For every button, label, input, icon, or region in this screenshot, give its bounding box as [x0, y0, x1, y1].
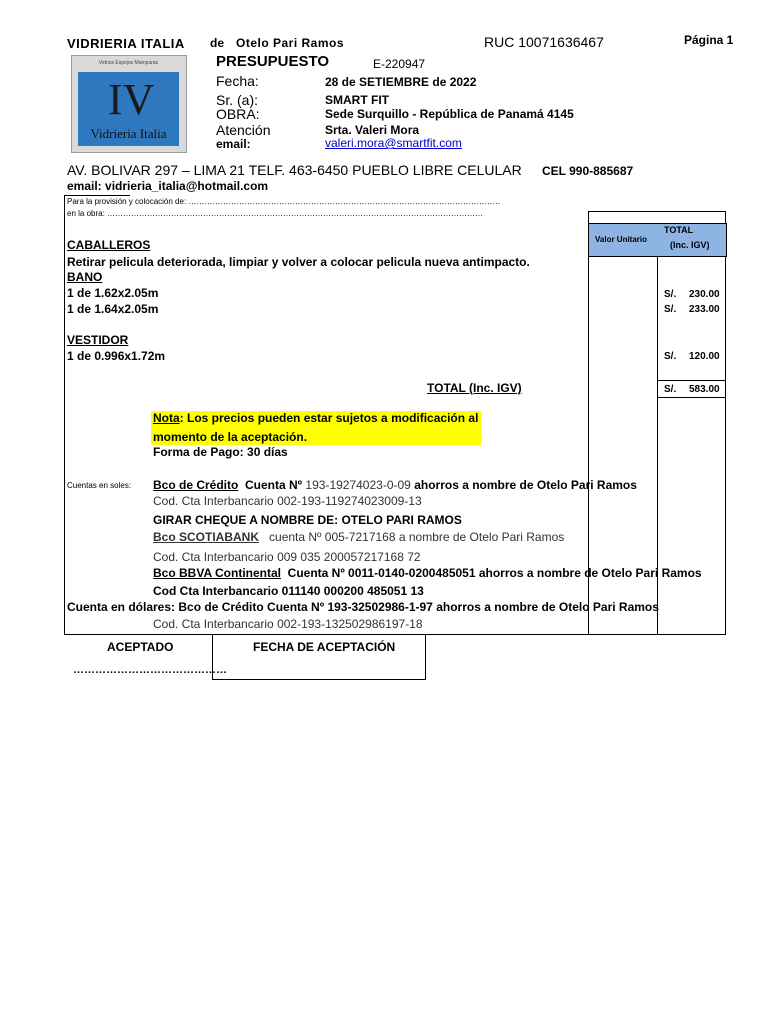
atencion-label: Atención — [216, 122, 271, 138]
table-right-border — [725, 211, 726, 634]
dollar-account-holder: ahorros a nombre de Otelo Pari Ramos — [436, 600, 659, 614]
obra-label: OBRA: — [216, 106, 260, 122]
bbva-account-line — [153, 566, 702, 580]
dollar-account-number: 193-32502986-1-97 — [327, 600, 433, 614]
company-logo — [71, 55, 187, 153]
bbva-cci: Cod Cta Interbancario 011140 000200 485051 13 — [153, 584, 424, 598]
ruc-number: RUC 10071636467 — [484, 34, 604, 50]
scotia-bank: Bco SCOTIABANK — [153, 530, 260, 544]
item-bano-2: 1 de 1.64x2.05m — [67, 302, 159, 316]
note-line-1 — [153, 411, 478, 425]
acceptance-date-label: FECHA DE ACEPTACIÓN — [253, 640, 396, 654]
bcp-number: 193-19274023-0-09 — [305, 478, 411, 492]
section-vestidor: VESTIDOR — [67, 333, 129, 347]
signature-line: …………………………………… — [73, 664, 227, 676]
section-caballeros: CABALLEROS — [67, 238, 151, 252]
scotia-cci: Cod. Cta Interbancario 009 035 200057217168 72 — [153, 550, 421, 564]
currency-symbol: S/. — [664, 289, 677, 300]
item-description: Retirar pelicula deteriorada, limpiar y volver a colocar pelicula nueva antimpacto. — [67, 255, 530, 269]
client-label: Sr. (a): — [216, 92, 259, 108]
fecha-label: Fecha: — [216, 73, 259, 89]
bcp-account-line — [153, 478, 637, 492]
currency-symbol: S/. — [664, 304, 677, 315]
note-word: Nota — [153, 411, 180, 425]
page-number: Página 1 — [684, 33, 734, 47]
item-vestidor-1: 1 de 0.996x1.72m — [67, 349, 166, 363]
aceptado-label: ACEPTADO — [107, 640, 174, 654]
bbva-details: Cuenta Nº 0011-0140-0200485051 ahorros a nombre de Otelo Pari Ramos — [287, 566, 702, 580]
note-line-2: momento de la aceptación. — [153, 430, 308, 444]
section-bano: BANO — [67, 270, 103, 284]
provision-line: Para la provisión y colocación de: ……………………………………………………………………………………………………… — [67, 197, 501, 206]
table-top-border — [588, 211, 726, 212]
total-amount: 583.00 — [689, 384, 720, 395]
company-email: email: vidrieria_italia@hotmail.com — [67, 179, 269, 193]
item-bano-1: 1 de 1.62x2.05m — [67, 286, 159, 300]
accounts-soles-label: Cuentas en soles: — [67, 481, 132, 490]
col-total-header: TOTAL — [664, 225, 694, 235]
divider — [64, 195, 130, 196]
email-label: email: — [216, 137, 251, 151]
dollar-cci: Cod. Cta Interbancario 002-193-132502986197-18 — [153, 617, 423, 631]
logo-tagline: Vidrios Espejos Mamparas — [98, 60, 159, 66]
dollar-account-line — [67, 600, 659, 614]
logo-letters: IV — [108, 75, 155, 124]
quote-number: E-220947 — [373, 57, 426, 71]
amount-bano-2: 233.00 — [689, 304, 720, 315]
company-owner: Otelo Pari Ramos — [236, 36, 345, 50]
cheque-line: GIRAR CHEQUE A NOMBRE DE: OTELO PARI RAMOS — [153, 513, 462, 527]
company-name: VIDRIERIA ITALIA — [67, 36, 185, 51]
total-label: TOTAL (Inc. IGV) — [427, 381, 522, 395]
currency-symbol: S/. — [664, 384, 677, 395]
bbva-bank: Bco BBVA Continental — [153, 566, 281, 580]
email-link[interactable]: valeri.mora@smartfit.com — [325, 136, 462, 150]
client-value: SMART FIT — [325, 93, 389, 107]
amount-bano-1: 230.00 — [689, 289, 720, 300]
bcp-cci: Cod. Cta Interbancario 002-193-119274023009-13 — [153, 494, 422, 508]
obra-value: Sede Surquillo - República de Panamá 4145 — [325, 107, 574, 121]
fecha-value: 28 de SETIEMBRE de 2022 — [325, 75, 477, 89]
bcp-holder: ahorros a nombre de Otelo Pari Ramos — [414, 478, 637, 492]
bcp-bank: Bco de Crédito — [153, 478, 239, 492]
currency-symbol: S/. — [664, 351, 677, 362]
total-top-rule — [657, 380, 726, 381]
company-de: de — [210, 36, 225, 50]
col-unit-header: Valor Unitario — [595, 235, 648, 244]
scotia-details: cuenta Nº 005-7217168 a nombre de Otelo Pari Ramos — [269, 530, 565, 544]
atencion-value: Srta. Valeri Mora — [325, 123, 420, 137]
cel-number: CEL 990-885687 — [542, 164, 634, 178]
scotia-account-line — [153, 530, 564, 544]
col-total-subheader: (Inc. IGV) — [670, 240, 710, 250]
bcp-cuenta-label: Cuenta Nº — [245, 478, 303, 492]
note-text-1: : Los precios pueden estar sujetos a modificación al — [179, 411, 479, 425]
dollar-account-label: Cuenta en dólares: Bco de Crédito Cuenta Nº — [67, 600, 325, 614]
amount-vestidor-1: 120.00 — [689, 351, 720, 362]
logo-name: Vidrieria Italia — [90, 126, 167, 141]
quote-title: PRESUPUESTO — [216, 53, 330, 70]
table-left-border — [64, 195, 65, 634]
address-line: AV. BOLIVAR 297 – LIMA 21 TELF. 463-6450 PUEBLO LIBRE CELULAR — [67, 162, 522, 178]
obra-line: en la obra: …………………………………………………………………………………………………………………………… — [67, 209, 484, 218]
payment-terms: Forma de Pago: 30 días — [153, 445, 288, 459]
total-bottom-rule — [657, 397, 726, 398]
